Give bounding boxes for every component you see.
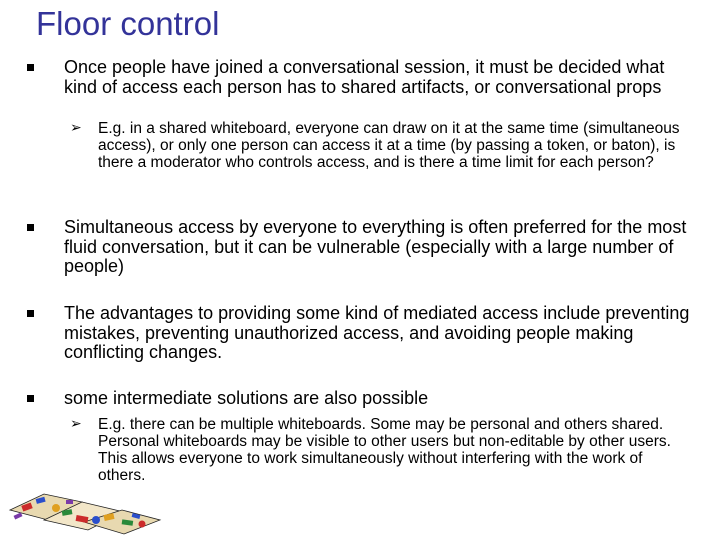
slide-title: Floor control bbox=[36, 5, 220, 42]
bullet-1-text: Once people have joined a conversational session, it must be decided what kind of access each person has to shared artifacts, or conversational props bbox=[64, 57, 665, 97]
bullet-3-text: The advantages to providing some kind of mediated access include preventing mistakes, preventing unauthorized access, and avoiding people making conflicting changes. bbox=[64, 303, 690, 362]
bullet-1 bbox=[27, 58, 692, 97]
arrowhead-bullet-icon: ➢ bbox=[70, 120, 82, 136]
arrowhead-bullet-icon: ➢ bbox=[70, 416, 82, 432]
bullet-3 bbox=[27, 304, 692, 363]
bullet-2-text: Simultaneous access by everyone to everything is often preferred for the most fluid conversation, but it can be vulnerable (especially with a large number of people) bbox=[64, 217, 687, 276]
bullet-4 bbox=[27, 389, 692, 409]
decorative-book-logo-icon bbox=[4, 480, 164, 538]
square-bullet-icon bbox=[27, 64, 34, 71]
bullet-4-text: some intermediate solutions are also possible bbox=[64, 388, 429, 408]
sub-bullet-1 bbox=[70, 120, 690, 171]
bullet-2 bbox=[27, 218, 692, 277]
sub-bullet-2-text: E.g. there can be multiple whiteboards. Some may be personal and others shared. Personal whiteboards may be visible to other users but non-editable by other users. This allows everyone to work simultaneously without interfering with the work of others. bbox=[98, 416, 671, 484]
sub-bullet-2 bbox=[70, 416, 690, 484]
square-bullet-icon bbox=[27, 395, 34, 402]
square-bullet-icon bbox=[27, 224, 34, 231]
square-bullet-icon bbox=[27, 310, 34, 317]
sub-bullet-1-text: E.g. in a shared whiteboard, everyone can draw on it at the same time (simultaneous access), or only one person can access it at a time (by passing a token, or baton), is there a moderator who controls access, and is there a time limit for each person? bbox=[98, 120, 680, 171]
